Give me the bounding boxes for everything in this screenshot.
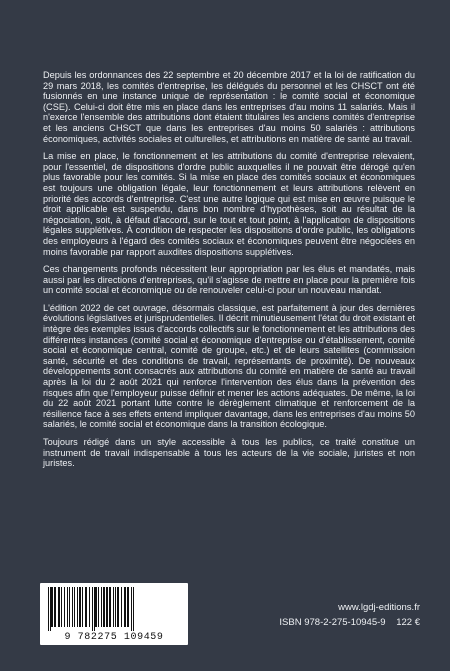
paragraph-2: La mise en place, le fonctionnement et les attributions du comité d'entreprise relevaient, pour l'essentiel, de dispositions d'ordre public auxquelles il ne pouvait être dérogé qu'en plus favorable pour les comités. Si la mise en place des comités sociaux et économiques est toujours une obligation légale, leur fonctionnement et leurs attributions relèvent en priorité des accords d'entreprise. C'est une autre logique qui est mise en œuvre puisque le droit applicable est suspendu, dans bon nombre d'hypothèses, soit au résultat de la négociation, soit, à défaut d'accord, sur le tout et tout point, à l'application de dispositions légales supplétives. À condition de respecter les dispositions d'ordre public, les obligations des employeurs à l'égard des comités sociaux et économiques peuvent être négociées en moins favorable par rapport auxdites dispositions supplétives.: [43, 151, 415, 257]
paragraph-3: Ces changements profonds nécessitent leur appropriation par les élus et mandatés, mais aussi par les directions d'entreprises, qu'il s'agisse de mettre en place pour la première fois un comité social et économique ou de renouveler celui-ci pour un nouveau mandat.: [43, 264, 415, 296]
isbn-price-line: [240, 617, 420, 628]
barcode: [40, 583, 188, 645]
paragraph-4: L'édition 2022 de cet ouvrage, désormais classique, est parfaitement à jour des dernières évolutions législatives et jurisprudentielles. Il décrit minutieusement l'état du droit existant et intègre des exemples issus d'accords collectifs sur le fonctionnement et les attributions des différentes instances (comité social et économique d'entreprise ou d'établissement, comité social et économique central, comité de groupe, etc.) et de leurs satellites (commission santé, sécurité et des conditions de travail, représentants de proximité). De nouveaux développements sont consacrés aux attributions du comité en matière de santé au travail après la loi du 2 août 2021 qui renforce l'intervention des élus dans la prévention des risques afin que l'employeur puisse définir et mener les actions adéquates. De même, la loi du 22 août 2021 portant lutte contre le dérèglement climatique et renforcement de la résilience face à ses effets entend impliquer davantage, dans les entreprises d'au moins 50 salariés, le comité social et économique dans la transition écologique.: [43, 302, 415, 430]
barcode-bars-icon: [46, 587, 182, 631]
blurb-text: [43, 70, 415, 476]
publisher-website: www.lgdj-editions.fr: [338, 602, 420, 613]
paragraph-1: Depuis les ordonnances des 22 septembre et 20 décembre 2017 et la loi de ratification du 29 mars 2018, les comités d'entreprise, les délégués du personnel et les CHSCT ont été fusionnés en une instance unique de représentation : le comité social et économique (CSE). Celui-ci doit être mis en place dans les entreprises d'au moins 11 salariés. Mais il n'exerce l'ensemble des attributions dont étaient titulaires les anciens comités d'entreprise et les anciens CHSCT que dans les entreprises d'au moins 50 salariés : attributions économiques, activités sociales et culturelles, et attributions en matière de santé au travail.: [43, 70, 415, 144]
price: 122 €: [396, 617, 420, 628]
paragraph-5: Toujours rédigé dans un style accessible à tous les publics, ce traité constitue un instrument de travail indispensable à tous les acteurs de la vie sociale, juristes et non juristes.: [43, 437, 415, 469]
isbn-number: ISBN 978-2-275-10945-9: [279, 617, 386, 628]
barcode-digits: 9 782275 109459: [64, 632, 164, 643]
